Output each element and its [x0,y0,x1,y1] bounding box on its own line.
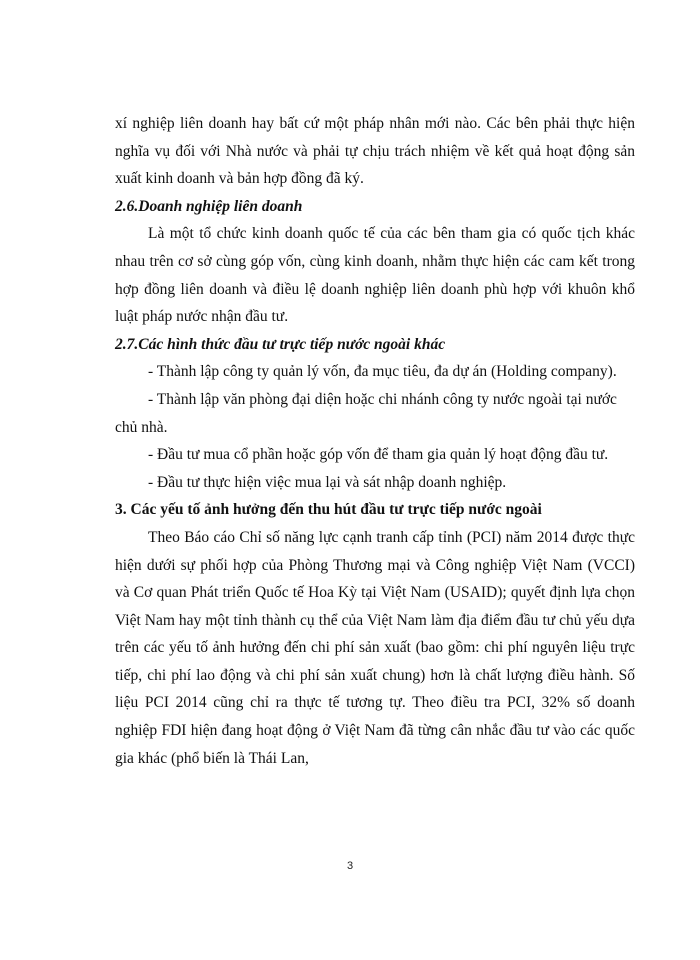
bullet-representative-office: - Thành lập văn phòng đại diện hoặc chi nhánh công ty nước ngoài tại nước [148,390,617,408]
document-body [115,110,635,772]
heading-2-6: 2.6.Doanh nghiệp liên doanh [115,197,303,215]
paragraph-continued: xí nghiệp liên doanh hay bất cứ một pháp nhân mới nào. Các bên phải thực hiện nghĩa vụ đối với Nhà nước và phải tự chịu trách nhiệm về kết quả hoạt động sản xuất kinh doanh và bản hợp đồng đã ký. [115,115,635,188]
paragraph-3: Theo Báo cáo Chỉ số năng lực cạnh tranh cấp tỉnh (PCI) năm 2014 được thực hiện dưới sự phối hợp của Phòng Thương mại và Công nghiệp Việt Nam (VCCI) và Cơ quan Phát triển Quốc tế Hoa Kỳ tại Việt Nam (USAID); quyết định lựa chọn Việt Nam hay một tỉnh thành cụ thể của Việt Nam làm địa điểm đầu tư chủ yếu dựa trên các yếu tố ảnh hưởng đến chi phí sản xuất (bao gồm: chi phí nguyên liệu trực tiếp, chi phí lao động và chi phí sản xuất chung) hơn là chất lượng điều hành. Số liệu PCI 2014 cũng chỉ ra thực tế tương tự. Theo điều tra PCI, 32% số doanh nghiệp FDI hiện đang hoạt động ở Việt Nam đã từng cân nhắc đầu tư vào các quốc gia khác (phổ biến là Thái Lan, [115,528,635,767]
bullet-representative-office-continued: chủ nhà. [115,418,168,436]
bullet-holding-company: - Thành lập công ty quản lý vốn, đa mục tiêu, đa dự án (Holding company). [148,363,617,381]
page-number: 3 [346,860,354,872]
heading-2-7: 2.7.Các hình thức đầu tư trực tiếp nước ngoài khác [115,335,446,353]
bullet-share-purchase: - Đầu tư mua cổ phần hoặc góp vốn để tham gia quản lý hoạt động đầu tư. [148,446,609,464]
paragraph-2-6: Là một tổ chức kinh doanh quốc tế của các bên tham gia có quốc tịch khác nhau trên cơ sở cùng góp vốn, cùng kinh doanh, nhằm thực hiện các cam kết trong hợp đồng liên doanh và điều lệ doanh nghiệp liên doanh phù hợp với khuôn khổ luật pháp nước nhận đầu tư. [115,225,635,326]
heading-3: 3. Các yếu tố ảnh hưởng đến thu hút đầu tư trực tiếp nước ngoài [115,501,542,519]
bullet-merger-acquisition: - Đầu tư thực hiện việc mua lại và sát nhập doanh nghiệp. [148,473,507,491]
